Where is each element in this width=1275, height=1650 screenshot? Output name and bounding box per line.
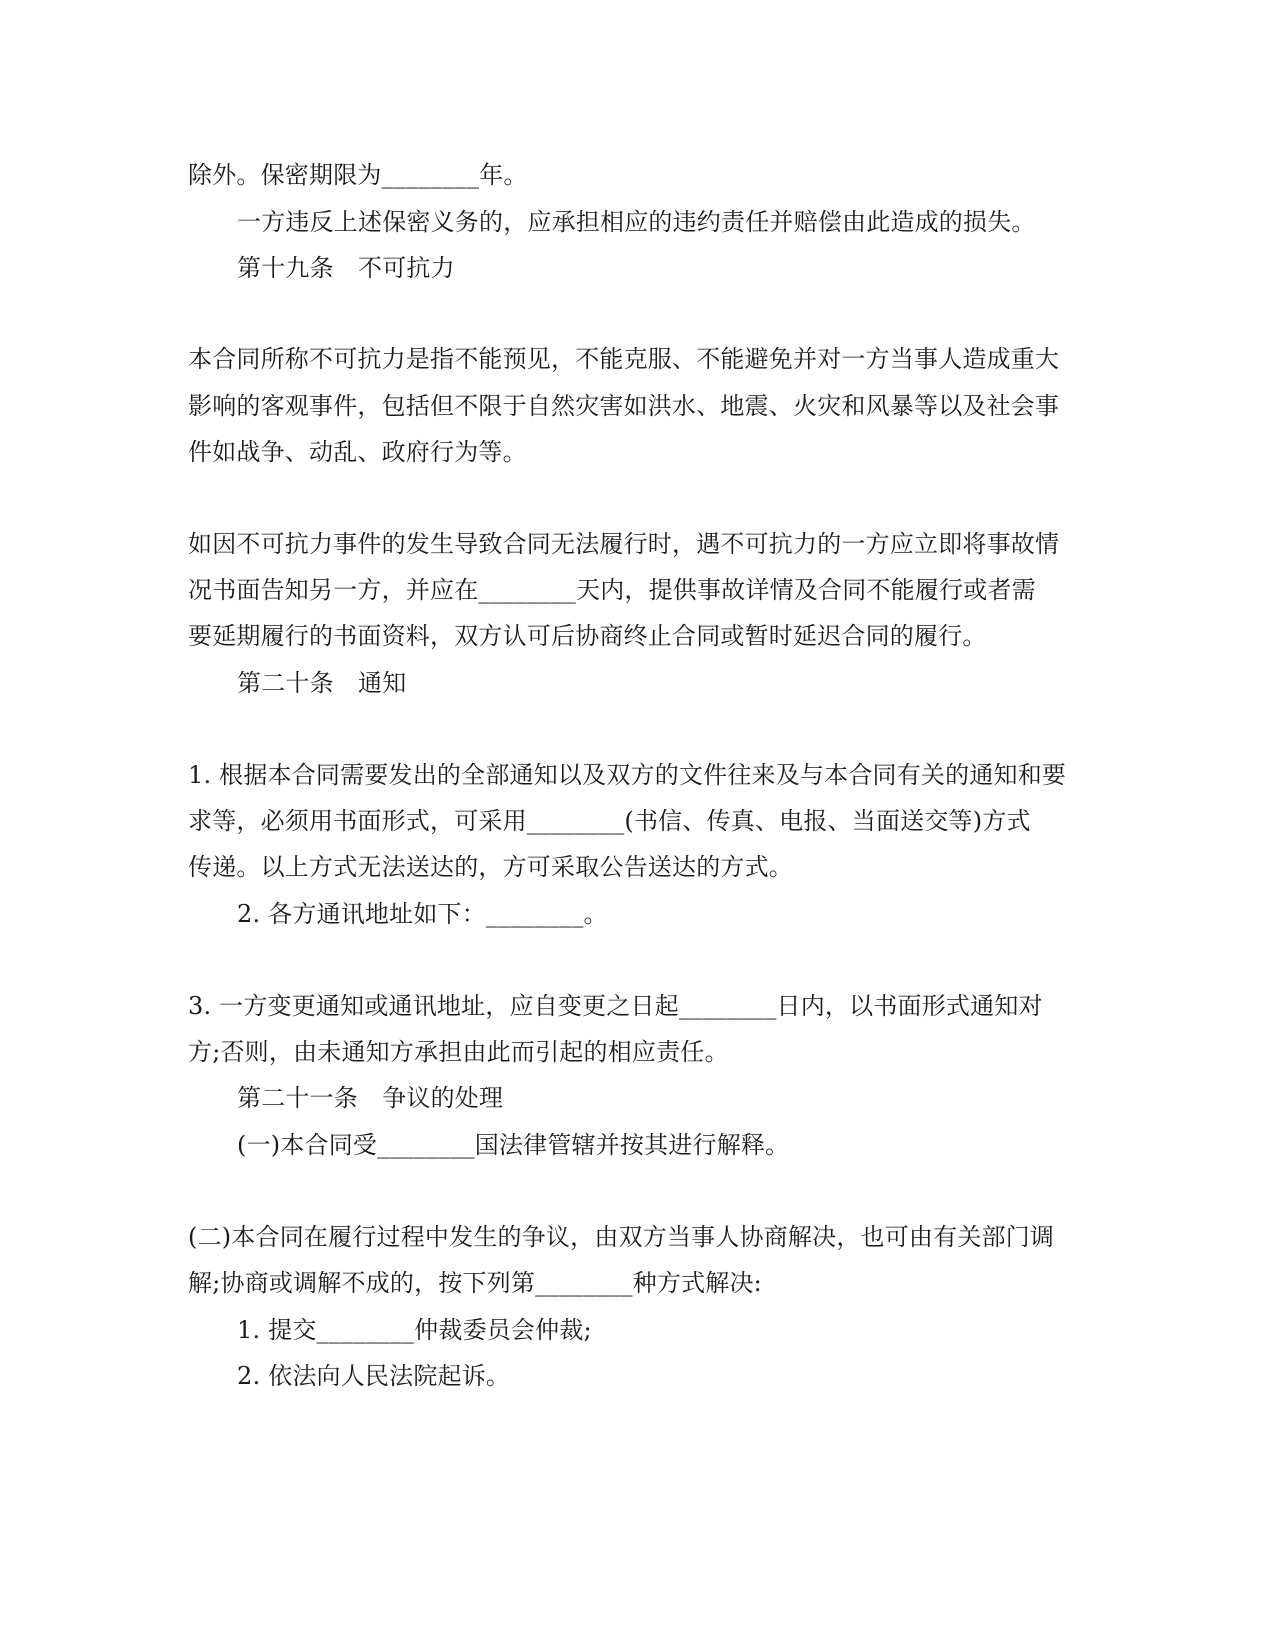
section-heading: 第十九条 不可抗力 xyxy=(237,254,455,282)
text-line: 本合同所称不可抗力是指不能预见，不能克服、不能避免并对一方当事人造成重大 xyxy=(188,345,1060,373)
text-line: 方;否则，由未通知方承担由此而引起的相应责任。 xyxy=(188,1038,729,1066)
text-line: 影响的客观事件，包括但不限于自然灾害如洪水、地震、火灾和风暴等以及社会事 xyxy=(188,392,1060,420)
section-heading: 第二十条 通知 xyxy=(237,669,407,697)
text-line: 1. 提交________仲裁委员会仲裁; xyxy=(237,1316,592,1344)
text-line: 一方违反上述保密义务的，应承担相应的违约责任并赔偿由此造成的损失。 xyxy=(237,208,1036,236)
text-line: 件如战争、动乱、政府行为等。 xyxy=(188,438,527,466)
text-line: 传递。以上方式无法送达的，方可采取公告送达的方式。 xyxy=(188,853,793,881)
text-line: 如因不可抗力事件的发生导致合同无法履行时，遇不可抗力的一方应立即将事故情 xyxy=(188,530,1060,558)
text-line: 除外。保密期限为________年。 xyxy=(188,161,528,189)
text-line: (二)本合同在履行过程中发生的争议，由双方当事人协商解决，也可由有关部门调 xyxy=(188,1223,1055,1251)
text-line: 2. 各方通讯地址如下：________。 xyxy=(237,900,608,928)
text-line: 2. 依法向人民法院起诉。 xyxy=(237,1362,511,1390)
text-line: 解;协商或调解不成的，按下列第________种方式解决: xyxy=(188,1269,762,1297)
section-heading: 第二十一条 争议的处理 xyxy=(237,1084,504,1112)
text-line: 3. 一方变更通知或通讯地址，应自变更之日起________日内，以书面形式通知对 xyxy=(188,992,1043,1020)
text-line: (一)本合同受________国法律管辖并按其进行解释。 xyxy=(237,1131,790,1159)
text-line: 要延期履行的书面资料，双方认可后协商终止合同或暂时延迟合同的履行。 xyxy=(188,622,987,650)
text-line: 求等，必须用书面形式，可采用________(书信、传真、电报、当面送交等)方式 xyxy=(188,807,1031,835)
text-line: 1. 根据本合同需要发出的全部通知以及双方的文件往来及与本合同有关的通知和要 xyxy=(188,761,1067,789)
text-line: 况书面告知另一方，并应在________天内，提供事故详情及合同不能履行或者需 xyxy=(188,576,1036,604)
